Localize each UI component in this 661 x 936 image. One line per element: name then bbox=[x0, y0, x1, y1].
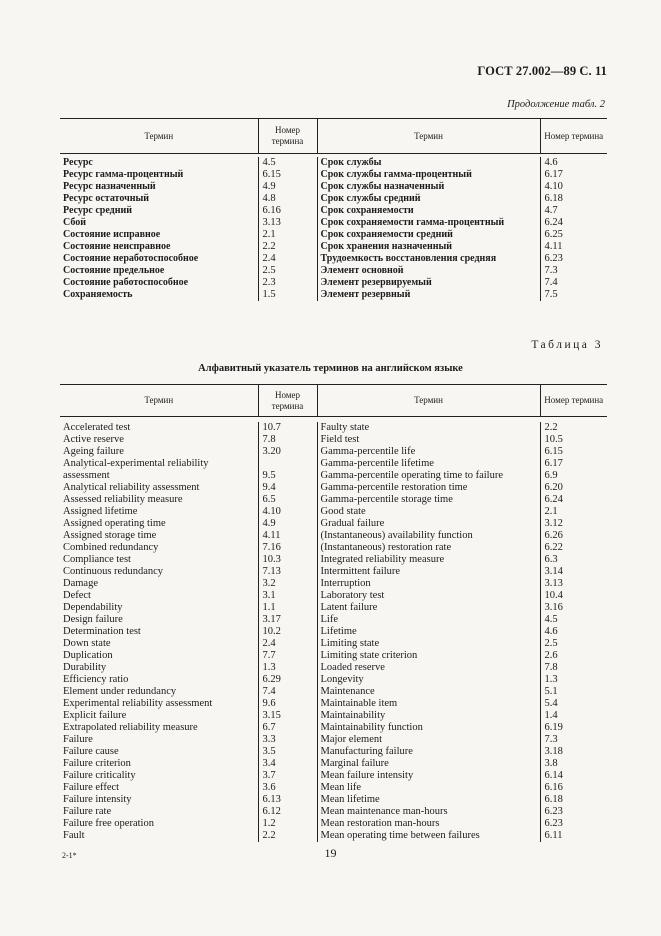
table3-header-term: Термин bbox=[317, 385, 540, 417]
number-cell: 7.8 bbox=[258, 434, 317, 446]
term-cell: Сбой bbox=[63, 217, 86, 228]
term-cell: (Instantaneous) restoration rate bbox=[317, 542, 540, 554]
table-row bbox=[60, 578, 607, 590]
table-row bbox=[60, 217, 607, 229]
term-cell: Analytical-experimental reliability bbox=[63, 458, 209, 469]
number-cell: 7.4 bbox=[258, 686, 317, 698]
number-cell: 3.7 bbox=[258, 770, 317, 782]
term-cell: Состояние работоспособное bbox=[63, 277, 189, 288]
number-cell: 5.1 bbox=[540, 686, 607, 698]
term-cell: Maintainability bbox=[317, 710, 540, 722]
table-row bbox=[60, 253, 607, 265]
table2-header-number: Номер термина bbox=[258, 119, 317, 154]
term-cell: Maintainable item bbox=[317, 698, 540, 710]
term-cell: Durability bbox=[63, 662, 107, 673]
table-row bbox=[60, 650, 607, 662]
term-cell: Maintenance bbox=[317, 686, 540, 698]
term-cell: Срок хранения назначенный bbox=[317, 241, 540, 253]
number-cell: 2.6 bbox=[540, 650, 607, 662]
number-cell: 7.7 bbox=[258, 650, 317, 662]
number-cell: 7.8 bbox=[540, 662, 607, 674]
term-cell: Gamma-percentile restoration time bbox=[317, 482, 540, 494]
term-cell: Faulty state bbox=[317, 422, 540, 434]
table-row bbox=[60, 229, 607, 241]
number-cell: 3.17 bbox=[258, 614, 317, 626]
term-cell: Assigned operating time bbox=[63, 518, 166, 529]
table-row bbox=[60, 554, 607, 566]
number-cell: 4.11 bbox=[258, 530, 317, 542]
table-row bbox=[60, 181, 607, 193]
number-cell: 3.14 bbox=[540, 566, 607, 578]
number-cell: 4.9 bbox=[258, 181, 317, 193]
table-row bbox=[60, 289, 607, 301]
table-row bbox=[60, 470, 607, 482]
term-cell: Срок сохраняемости гамма-процентный bbox=[317, 217, 540, 229]
number-cell: 6.17 bbox=[540, 169, 607, 181]
number-cell: 3.5 bbox=[258, 746, 317, 758]
term-cell: Accelerated test bbox=[63, 422, 131, 433]
term-cell: Ресурс средний bbox=[63, 205, 132, 216]
term-cell: Manufacturing failure bbox=[317, 746, 540, 758]
table3-header-term: Термин bbox=[60, 385, 258, 417]
term-cell: Assigned lifetime bbox=[63, 506, 138, 517]
number-cell: 2.2 bbox=[258, 830, 317, 842]
number-cell: 6.15 bbox=[540, 446, 607, 458]
term-cell: Fault bbox=[63, 830, 85, 841]
term-cell: Срок службы назначенный bbox=[317, 181, 540, 193]
number-cell: 2.3 bbox=[258, 277, 317, 289]
number-cell: 4.9 bbox=[258, 518, 317, 530]
number-cell: 1.2 bbox=[258, 818, 317, 830]
number-cell: 6.20 bbox=[540, 482, 607, 494]
table-row bbox=[60, 602, 607, 614]
table-row bbox=[60, 157, 607, 169]
term-cell: Состояние неисправное bbox=[63, 241, 171, 252]
term-cell: Damage bbox=[63, 578, 98, 589]
term-cell: Срок сохраняемости bbox=[317, 205, 540, 217]
table-row bbox=[60, 758, 607, 770]
number-cell: 1.3 bbox=[540, 674, 607, 686]
number-cell: 9.5 bbox=[258, 470, 317, 482]
table-row bbox=[60, 734, 607, 746]
number-cell: 6.15 bbox=[258, 169, 317, 181]
number-cell: 3.15 bbox=[258, 710, 317, 722]
table-row bbox=[60, 638, 607, 650]
term-cell: Assigned storage time bbox=[63, 530, 157, 541]
term-cell: Gamma-percentile lifetime bbox=[317, 458, 540, 470]
number-cell: 9.4 bbox=[258, 482, 317, 494]
term-cell: Compliance test bbox=[63, 554, 131, 565]
term-cell: Состояние неработоспособное bbox=[63, 253, 199, 264]
number-cell: 3.2 bbox=[258, 578, 317, 590]
table2-header-term: Термин bbox=[60, 119, 258, 154]
page-number: 19 bbox=[324, 846, 337, 860]
term-cell: Ресурс остаточный bbox=[63, 193, 150, 204]
number-cell: 6.17 bbox=[540, 458, 607, 470]
table3-body bbox=[60, 417, 607, 843]
term-cell: Defect bbox=[63, 590, 91, 601]
table-row bbox=[60, 241, 607, 253]
table-row bbox=[60, 674, 607, 686]
term-cell: Latent failure bbox=[317, 602, 540, 614]
number-cell: 2.1 bbox=[540, 506, 607, 518]
table2-header-term: Термин bbox=[317, 119, 540, 154]
term-cell: Gamma-percentile operating time to failure bbox=[317, 470, 540, 482]
term-cell: Failure criticality bbox=[63, 770, 136, 781]
term-cell: Состояние исправное bbox=[63, 229, 161, 240]
number-cell: 4.6 bbox=[540, 157, 607, 169]
number-cell: 3.13 bbox=[258, 217, 317, 229]
number-cell: 6.23 bbox=[540, 818, 607, 830]
number-cell: 7.3 bbox=[540, 265, 607, 277]
number-cell: 6.16 bbox=[540, 782, 607, 794]
number-cell: 4.8 bbox=[258, 193, 317, 205]
term-cell: Ресурс bbox=[63, 157, 93, 168]
term-cell: Limiting state criterion bbox=[317, 650, 540, 662]
term-cell: Analytical reliability assessment bbox=[63, 482, 200, 493]
term-cell: Design failure bbox=[63, 614, 123, 625]
table-row bbox=[60, 530, 607, 542]
term-cell: Состояние предельное bbox=[63, 265, 165, 276]
table-row bbox=[60, 806, 607, 818]
table-row bbox=[60, 169, 607, 181]
number-cell: 4.7 bbox=[540, 205, 607, 217]
number-cell: 6.23 bbox=[540, 253, 607, 265]
table3-label: Таблица 3 bbox=[531, 339, 603, 351]
term-cell: Gradual failure bbox=[317, 518, 540, 530]
table2-continuation-note: Продолжение табл. 2 bbox=[507, 99, 605, 110]
table-row bbox=[60, 614, 607, 626]
table-row bbox=[60, 782, 607, 794]
number-cell: 6.9 bbox=[540, 470, 607, 482]
term-cell: Mean operating time between failures bbox=[317, 830, 540, 842]
number-cell: 6.23 bbox=[540, 806, 607, 818]
term-cell: Active reserve bbox=[63, 434, 124, 445]
table-row bbox=[60, 506, 607, 518]
number-cell: 6.3 bbox=[540, 554, 607, 566]
number-cell: 5.4 bbox=[540, 698, 607, 710]
number-cell: 3.1 bbox=[258, 590, 317, 602]
term-cell: Срок службы гамма-процентный bbox=[317, 169, 540, 181]
table-row bbox=[60, 626, 607, 638]
number-cell: 1.5 bbox=[258, 289, 317, 301]
number-cell: 4.6 bbox=[540, 626, 607, 638]
term-cell: Limiting state bbox=[317, 638, 540, 650]
term-cell: Трудоемкость восстановления средняя bbox=[317, 253, 540, 265]
table-row bbox=[60, 422, 607, 434]
table-row bbox=[60, 818, 607, 830]
table-row bbox=[60, 566, 607, 578]
term-cell: Gamma-percentile life bbox=[317, 446, 540, 458]
term-cell: Determination test bbox=[63, 626, 141, 637]
number-cell: 6.14 bbox=[540, 770, 607, 782]
term-cell: Срок службы bbox=[317, 157, 540, 169]
term-cell: Ресурс гамма-процентный bbox=[63, 169, 184, 180]
number-cell: 7.3 bbox=[540, 734, 607, 746]
term-cell: Failure rate bbox=[63, 806, 112, 817]
table-row bbox=[60, 770, 607, 782]
term-cell: Элемент основной bbox=[317, 265, 540, 277]
term-cell: Элемент резервный bbox=[317, 289, 540, 301]
table-row bbox=[60, 710, 607, 722]
term-cell: Dependability bbox=[63, 602, 123, 613]
number-cell: 3.13 bbox=[540, 578, 607, 590]
number-cell: 2.4 bbox=[258, 638, 317, 650]
term-cell: (Instantaneous) availability function bbox=[317, 530, 540, 542]
number-cell: 3.20 bbox=[258, 446, 317, 458]
term-cell: Longevity bbox=[317, 674, 540, 686]
number-cell: 7.5 bbox=[540, 289, 607, 301]
number-cell: 7.4 bbox=[540, 277, 607, 289]
term-cell: Laboratory test bbox=[317, 590, 540, 602]
table-row bbox=[60, 590, 607, 602]
number-cell: 4.5 bbox=[258, 157, 317, 169]
term-cell: Срок сохраняемости средний bbox=[317, 229, 540, 241]
term-cell: Элемент резервируемый bbox=[317, 277, 540, 289]
table3-title: Алфавитный указатель терминов на английском языке bbox=[198, 363, 463, 374]
number-cell: 6.24 bbox=[540, 217, 607, 229]
table-row bbox=[60, 446, 607, 458]
term-cell: Down state bbox=[63, 638, 111, 649]
term-cell: Failure intensity bbox=[63, 794, 132, 805]
term-cell: Mean restoration man-hours bbox=[317, 818, 540, 830]
table-row bbox=[60, 794, 607, 806]
term-cell: Continuous redundancy bbox=[63, 566, 164, 577]
table-row bbox=[60, 746, 607, 758]
number-cell: 6.22 bbox=[540, 542, 607, 554]
term-cell: Mean maintenance man-hours bbox=[317, 806, 540, 818]
number-cell: 10.2 bbox=[258, 626, 317, 638]
term-cell: Failure effect bbox=[63, 782, 120, 793]
term-cell: Срок службы средний bbox=[317, 193, 540, 205]
number-cell: 3.18 bbox=[540, 746, 607, 758]
number-cell: 2.4 bbox=[258, 253, 317, 265]
number-cell: 10.3 bbox=[258, 554, 317, 566]
term-cell: Good state bbox=[317, 506, 540, 518]
number-cell: 2.1 bbox=[258, 229, 317, 241]
term-cell: Marginal failure bbox=[317, 758, 540, 770]
number-cell: 7.16 bbox=[258, 542, 317, 554]
number-cell: 4.10 bbox=[540, 181, 607, 193]
table2 bbox=[60, 118, 607, 301]
number-cell: 6.12 bbox=[258, 806, 317, 818]
table-row bbox=[60, 722, 607, 734]
number-cell: 7.13 bbox=[258, 566, 317, 578]
table3-header-number: Номер термина bbox=[540, 385, 607, 417]
number-cell: 10.5 bbox=[540, 434, 607, 446]
term-cell: Lifetime bbox=[317, 626, 540, 638]
number-cell bbox=[258, 458, 317, 470]
number-cell: 1.3 bbox=[258, 662, 317, 674]
term-cell: Gamma-percentile storage time bbox=[317, 494, 540, 506]
term-cell: Ageing failure bbox=[63, 446, 124, 457]
number-cell: 2.5 bbox=[258, 265, 317, 277]
term-cell: Extrapolated reliability measure bbox=[63, 722, 198, 733]
number-cell: 4.10 bbox=[258, 506, 317, 518]
number-cell: 6.29 bbox=[258, 674, 317, 686]
number-cell: 6.11 bbox=[540, 830, 607, 842]
term-cell: Efficiency ratio bbox=[63, 674, 129, 685]
table-row bbox=[60, 698, 607, 710]
table-row bbox=[60, 434, 607, 446]
number-cell: 6.16 bbox=[258, 205, 317, 217]
table-row bbox=[60, 205, 607, 217]
page-header-title: ГОСТ 27.002—89 С. 11 bbox=[477, 64, 607, 78]
term-cell: Failure free operation bbox=[63, 818, 154, 829]
term-cell: Life bbox=[317, 614, 540, 626]
number-cell: 6.19 bbox=[540, 722, 607, 734]
number-cell: 4.5 bbox=[540, 614, 607, 626]
term-cell: Mean lifetime bbox=[317, 794, 540, 806]
number-cell: 2.2 bbox=[540, 422, 607, 434]
table-row bbox=[60, 494, 607, 506]
table-row bbox=[60, 277, 607, 289]
number-cell: 3.8 bbox=[540, 758, 607, 770]
term-cell: Сохраняемость bbox=[63, 289, 133, 300]
number-cell: 6.18 bbox=[540, 193, 607, 205]
term-cell: Experimental reliability assessment bbox=[63, 698, 213, 709]
table-row bbox=[60, 662, 607, 674]
table2-header-number: Номер термина bbox=[540, 119, 607, 154]
number-cell: 10.4 bbox=[540, 590, 607, 602]
table-row bbox=[60, 193, 607, 205]
term-cell: Explicit failure bbox=[63, 710, 127, 721]
term-cell: Maintainability function bbox=[317, 722, 540, 734]
term-cell: Mean failure intensity bbox=[317, 770, 540, 782]
table-row bbox=[60, 542, 607, 554]
number-cell: 2.2 bbox=[258, 241, 317, 253]
number-cell: 6.5 bbox=[258, 494, 317, 506]
term-cell: Major element bbox=[317, 734, 540, 746]
term-cell: Failure criterion bbox=[63, 758, 131, 769]
footer-signature-mark: 2-1* bbox=[62, 851, 77, 860]
table3-header-number: Номер термина bbox=[258, 385, 317, 417]
term-cell: Combined redundancy bbox=[63, 542, 159, 553]
number-cell: 6.7 bbox=[258, 722, 317, 734]
number-cell: 4.11 bbox=[540, 241, 607, 253]
term-cell: Interruption bbox=[317, 578, 540, 590]
number-cell: 3.16 bbox=[540, 602, 607, 614]
table-row bbox=[60, 518, 607, 530]
term-cell: Failure cause bbox=[63, 746, 119, 757]
table3 bbox=[60, 384, 607, 842]
term-cell: Integrated reliability measure bbox=[317, 554, 540, 566]
number-cell: 6.13 bbox=[258, 794, 317, 806]
table2-body bbox=[60, 154, 607, 302]
number-cell: 3.4 bbox=[258, 758, 317, 770]
table-row bbox=[60, 265, 607, 277]
table-row bbox=[60, 686, 607, 698]
number-cell: 6.24 bbox=[540, 494, 607, 506]
number-cell: 6.26 bbox=[540, 530, 607, 542]
term-cell: Failure bbox=[63, 734, 93, 745]
number-cell: 1.1 bbox=[258, 602, 317, 614]
term-cell: assessment bbox=[63, 470, 110, 481]
number-cell: 6.25 bbox=[540, 229, 607, 241]
term-cell: Intermittent failure bbox=[317, 566, 540, 578]
number-cell: 6.18 bbox=[540, 794, 607, 806]
number-cell: 3.12 bbox=[540, 518, 607, 530]
number-cell: 3.3 bbox=[258, 734, 317, 746]
number-cell: 2.5 bbox=[540, 638, 607, 650]
term-cell: Element under redundancy bbox=[63, 686, 177, 697]
table-row bbox=[60, 830, 607, 842]
term-cell: Ресурс назначенный bbox=[63, 181, 156, 192]
table-row bbox=[60, 458, 607, 470]
number-cell: 10.7 bbox=[258, 422, 317, 434]
term-cell: Duplication bbox=[63, 650, 113, 661]
table-row bbox=[60, 482, 607, 494]
number-cell: 1.4 bbox=[540, 710, 607, 722]
term-cell: Assessed reliability measure bbox=[63, 494, 183, 505]
term-cell: Loaded reserve bbox=[317, 662, 540, 674]
number-cell: 9.6 bbox=[258, 698, 317, 710]
number-cell: 3.6 bbox=[258, 782, 317, 794]
term-cell: Field test bbox=[317, 434, 540, 446]
term-cell: Mean life bbox=[317, 782, 540, 794]
